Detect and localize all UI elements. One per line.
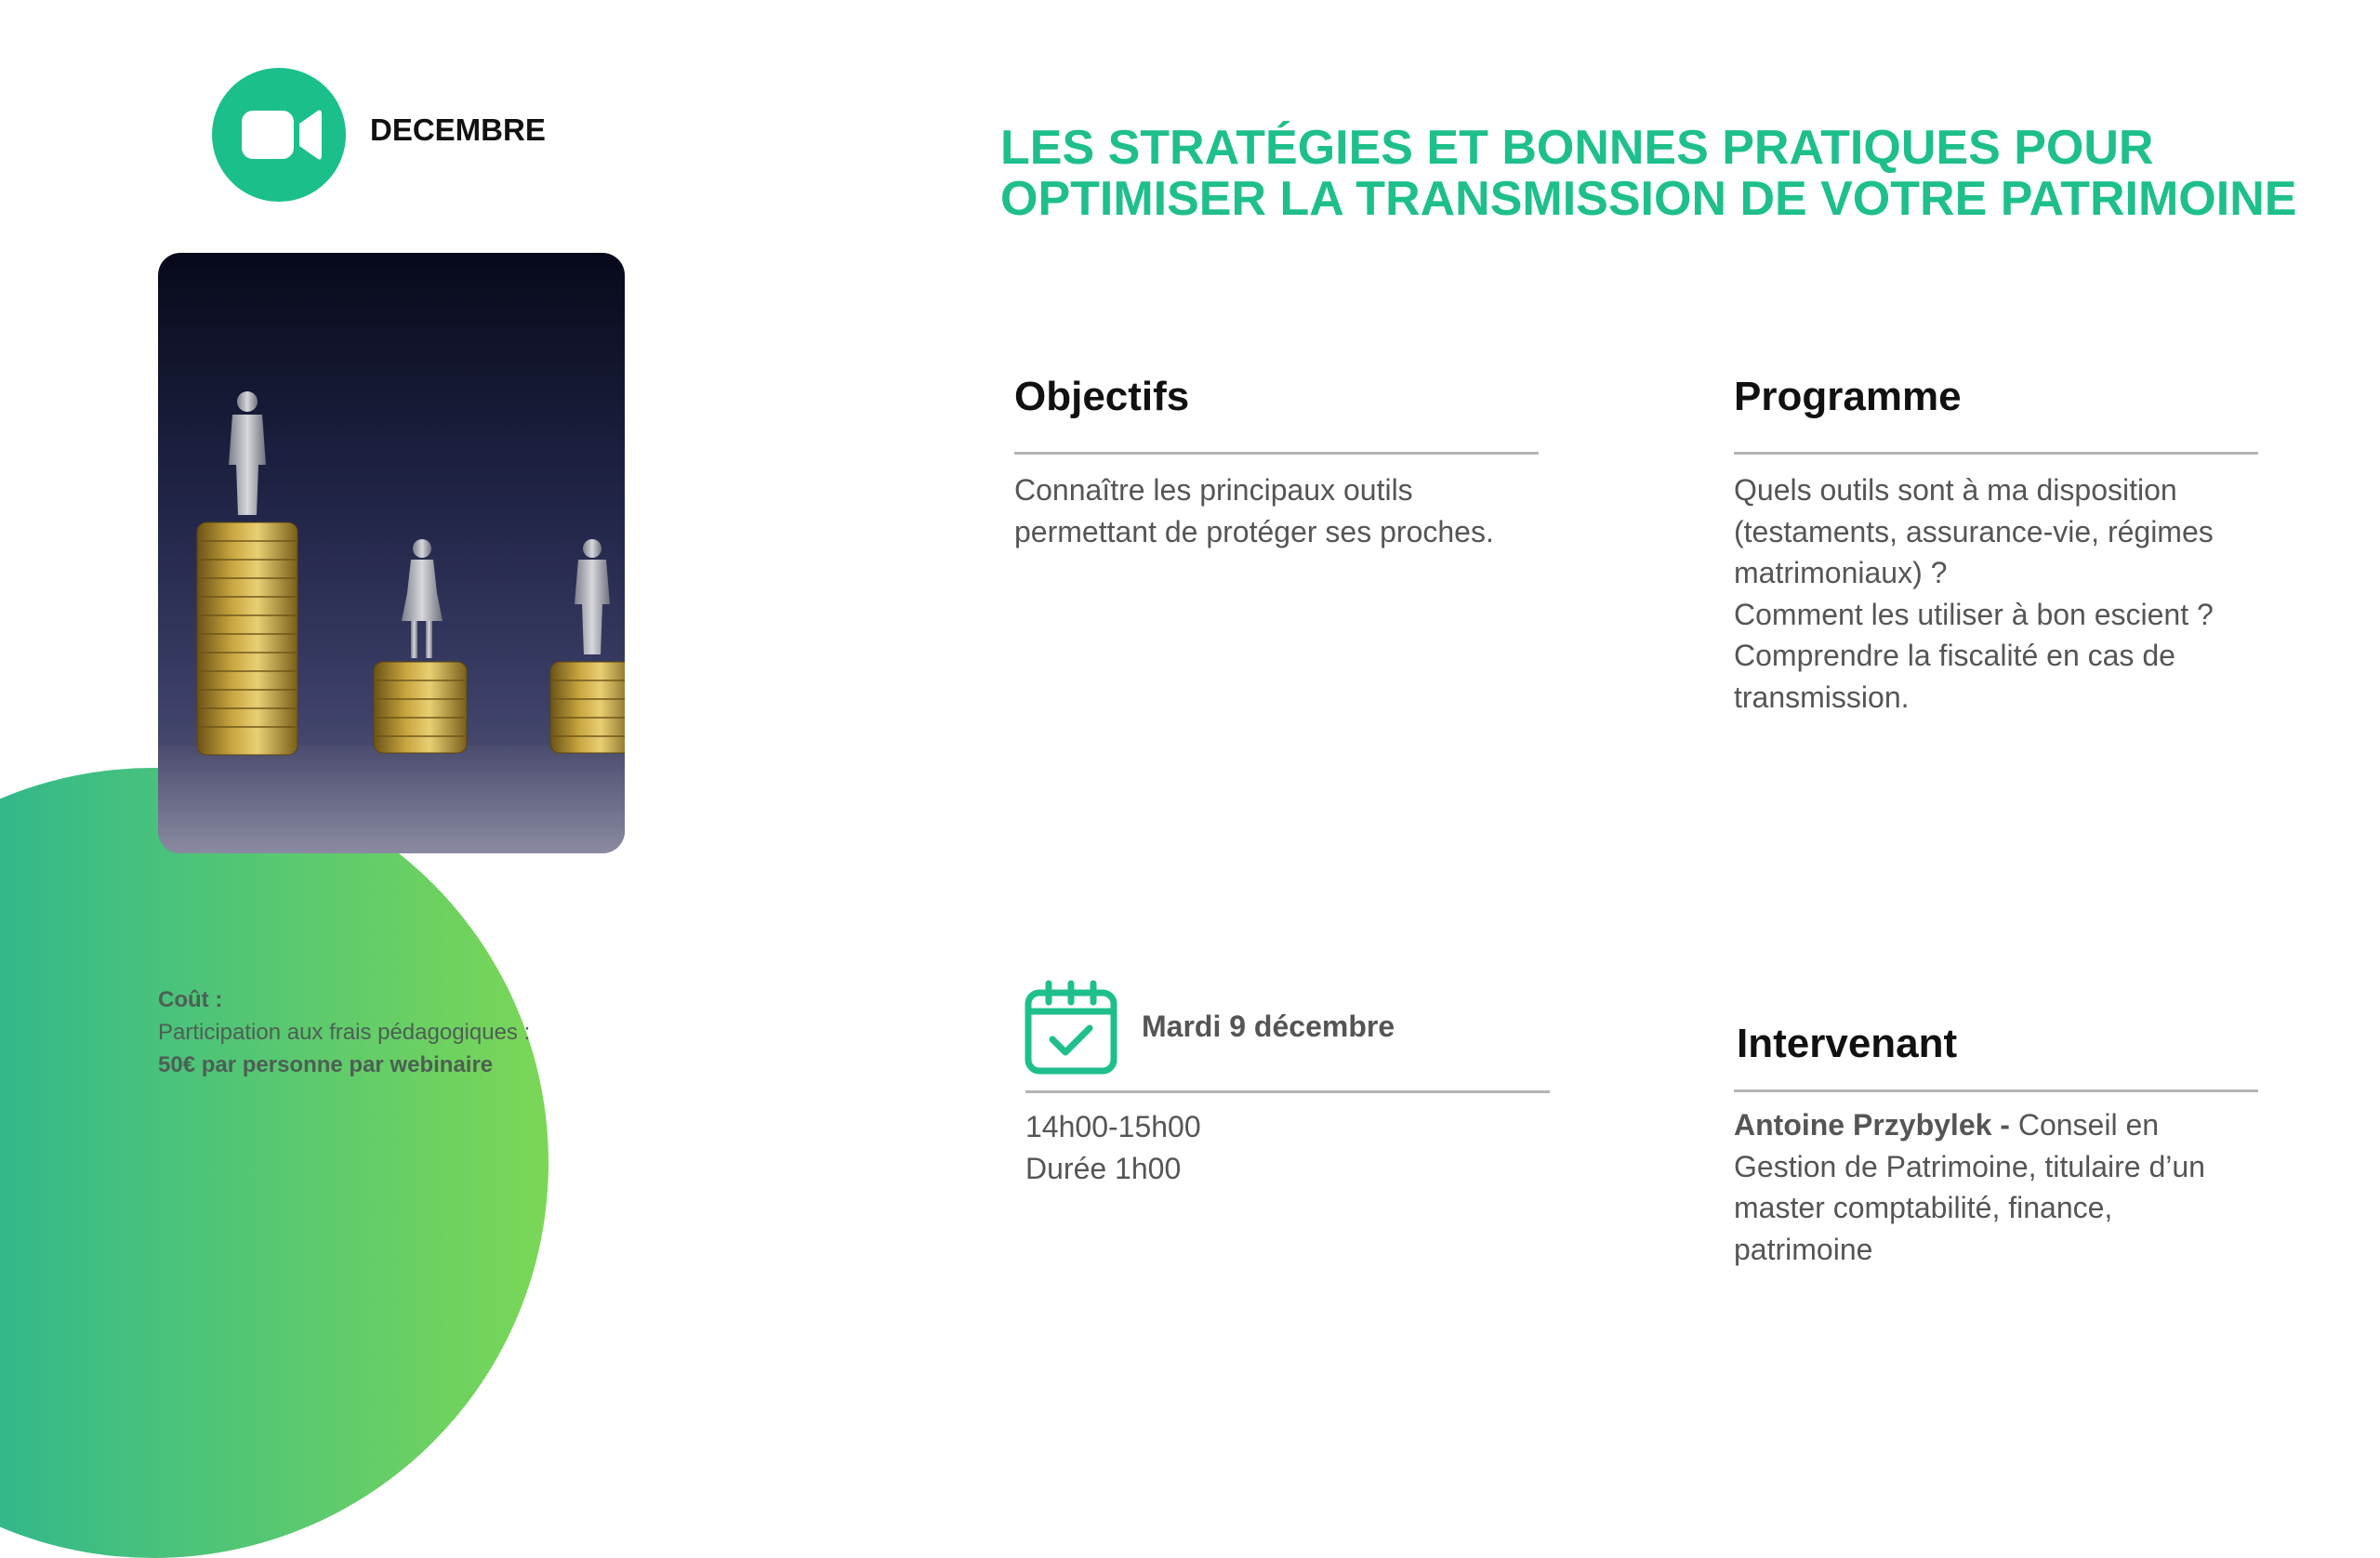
intervenant-divider — [1734, 1089, 2258, 1092]
objectifs-heading: Objectifs — [1014, 374, 1190, 419]
coin-stacks-photo — [158, 253, 625, 853]
webinar-title: LES STRATÉGIES ET BONNES PRATIQUES POUR OPTIMISER LA TRANSMISSION DE VOTRE PATRIMOINE — [1000, 121, 2297, 226]
cost-line1: Participation aux frais pédagogiques : — [158, 1020, 531, 1045]
cost-info — [158, 984, 530, 1081]
programme-item: Comment les utiliser à bon escient ? — [1734, 597, 2214, 631]
decorative-gradient-circle — [0, 768, 549, 1558]
video-camera-icon — [212, 68, 346, 202]
programme-divider — [1734, 452, 2258, 455]
cost-price: 50€ par personne par webinaire — [158, 1052, 494, 1077]
programme-list — [1734, 469, 2254, 718]
speaker-name: Antoine Przybylek - — [1734, 1108, 2010, 1142]
objectifs-divider — [1014, 452, 1539, 455]
webinar-time: 14h00-15h00 — [1025, 1110, 1201, 1143]
webinar-date: Mardi 9 décembre — [1142, 1010, 1395, 1043]
intervenant-bio — [1734, 1104, 2254, 1270]
webinar-duration: Durée 1h00 — [1025, 1151, 1182, 1185]
objectifs-text: Connaître les principaux outils permettant de protéger ses proches. — [1014, 473, 1494, 548]
programme-item: Quels outils sont à ma disposition (testaments, assurance-vie, régimes matrimoniaux) ? — [1734, 473, 2214, 589]
schedule-details — [1025, 1106, 1546, 1189]
calendar-check-icon — [1023, 980, 1119, 1081]
programme-item: Comprendre la fiscalité en cas de transmission. — [1734, 639, 2175, 714]
month-label: DECEMBRE — [370, 112, 546, 147]
programme-heading: Programme — [1734, 374, 1962, 419]
schedule-divider — [1025, 1090, 1550, 1093]
intervenant-heading: Intervenant — [1737, 1021, 1958, 1066]
cost-label: Coût : — [158, 987, 223, 1012]
speaker-description: Conseil en Gestion de Patrimoine, titulaire d’un master comptabilité, finance, patrimoine — [1734, 1108, 2205, 1266]
